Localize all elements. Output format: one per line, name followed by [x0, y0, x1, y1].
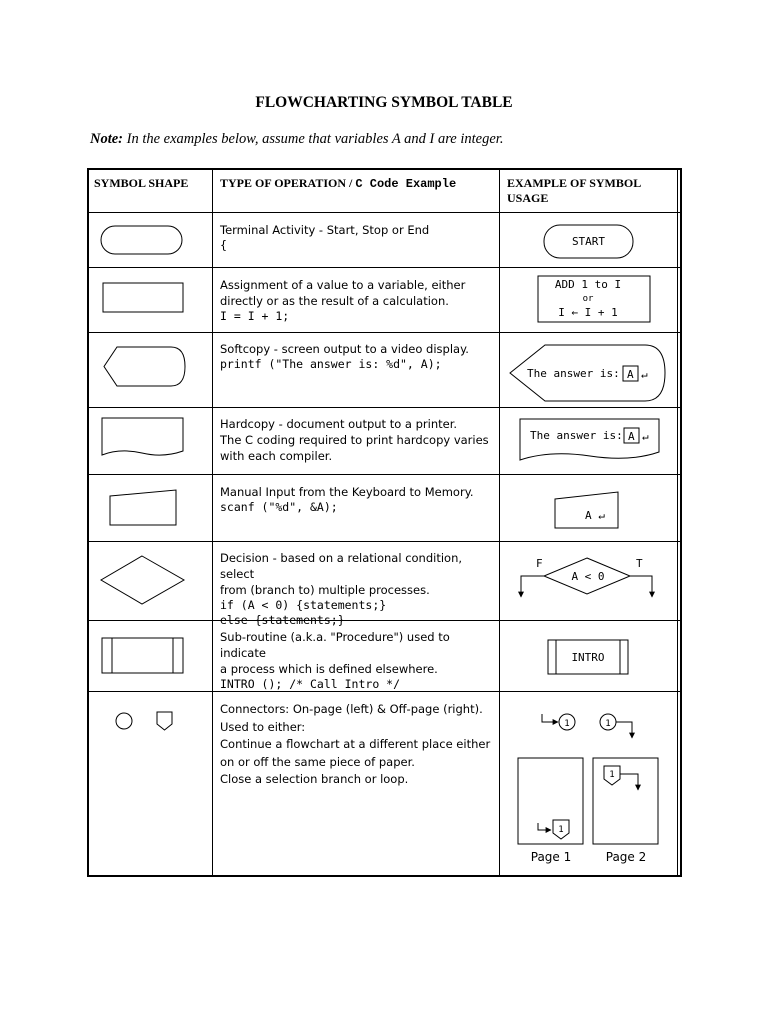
terminal-example-label: START — [571, 235, 606, 248]
code-line: else {statements;} — [220, 613, 345, 627]
connector-example-number: 1 — [564, 719, 570, 729]
decision-true-arrow — [630, 576, 652, 597]
page2-connector-number: 1 — [609, 770, 615, 780]
page-title: FLOWCHARTING SYMBOL TABLE — [255, 94, 513, 111]
connector-example-arrow-out — [616, 722, 632, 738]
desc-line: Manual Input from the Keyboard to Memory. — [220, 485, 474, 499]
header-example-line1: EXAMPLE OF SYMBOL — [507, 176, 642, 190]
off-page-connector-shape — [157, 712, 172, 730]
desc-line: Close a selection branch or loop. — [220, 772, 409, 786]
desc-line: Connectors: On-page (left) & Off-page (right). — [220, 702, 483, 716]
page1-arrow — [538, 823, 551, 830]
process-shape — [103, 283, 183, 312]
process-example-line2: or — [582, 294, 594, 304]
desc-line: Hardcopy - document output to a printer. — [220, 417, 458, 431]
subroutine-example-label: INTRO — [571, 651, 605, 664]
page2-label: Page 2 — [605, 850, 647, 864]
desc-line: with each compiler. — [220, 449, 333, 463]
connector-example-number: 1 — [605, 719, 611, 729]
display-example-enter: ↵ — [641, 368, 648, 381]
subroutine-shape — [102, 638, 183, 673]
note-label: Note: — [90, 131, 124, 147]
desc-line: Decision - based on a relational condition, select — [220, 551, 463, 581]
desc-line: from (branch to) multiple processes. — [220, 583, 430, 597]
code-line: if (A < 0) {statements;} — [220, 598, 387, 612]
decision-shape — [101, 556, 184, 604]
page1-label: Page 1 — [530, 850, 572, 864]
header-symbol-shape: SYMBOL SHAPE — [94, 176, 189, 190]
desc-line: directly or as the result of a calculation. — [220, 294, 449, 308]
process-example-line1: ADD 1 to I — [554, 278, 622, 291]
display-example-text: The answer is: — [527, 367, 620, 380]
decision-true-label: T — [636, 557, 643, 570]
header-example-line2: USAGE — [507, 191, 549, 205]
header-type-code: C Code Example — [355, 177, 457, 191]
desc-line: Continue a flowchart at a different place either — [220, 737, 491, 751]
display-shape — [104, 347, 185, 386]
desc-line: Assignment of a value to a variable, either — [220, 278, 466, 292]
page2-arrow — [620, 774, 638, 790]
decision-false-label: F — [536, 557, 543, 570]
desc-line: Sub-routine (a.k.a. "Procedure") used to indicate — [220, 630, 450, 660]
display-example-var: A — [627, 368, 634, 381]
on-page-connector-shape — [116, 713, 132, 729]
desc-line: Terminal Activity - Start, Stop or End — [220, 223, 430, 237]
page1-connector-number: 1 — [558, 825, 564, 835]
desc-line: Softcopy - screen output to a video display. — [220, 342, 469, 356]
decision-example-condition: A < 0 — [571, 570, 605, 583]
code-line: printf ("The answer is: %d", A); — [220, 357, 442, 371]
header-type-prefix: TYPE OF OPERATION / — [220, 176, 356, 190]
desc-line: Used to either: — [220, 719, 306, 734]
code-line: { — [220, 238, 227, 252]
manual-input-shape — [110, 490, 176, 525]
page2-sheet — [593, 758, 658, 844]
desc-line: on or off the same piece of paper. — [220, 754, 415, 769]
code-line: INTRO (); /* Call Intro */ — [220, 677, 401, 691]
code-line: scanf ("%d", &A); — [220, 500, 338, 514]
page1-sheet — [518, 758, 583, 844]
connector-example-arrow-in — [542, 714, 558, 722]
desc-line: The C coding required to print hardcopy varies — [220, 433, 489, 447]
decision-false-arrow — [521, 576, 544, 597]
terminal-shape — [101, 226, 182, 254]
code-line: I = I + 1; — [220, 309, 290, 323]
note-text: In the examples below, assume that variables A and I are integer. — [126, 131, 504, 147]
process-example-line3: I ← I + 1 — [558, 306, 618, 319]
document-example-var: A — [628, 430, 635, 443]
document-shape — [102, 418, 183, 455]
document-example-text: The answer is: — [530, 429, 623, 442]
desc-line: a process which is defined elsewhere. — [220, 662, 438, 676]
document-example-enter: ↵ — [642, 430, 649, 443]
manual-input-example-text: A ↵ — [585, 509, 605, 522]
